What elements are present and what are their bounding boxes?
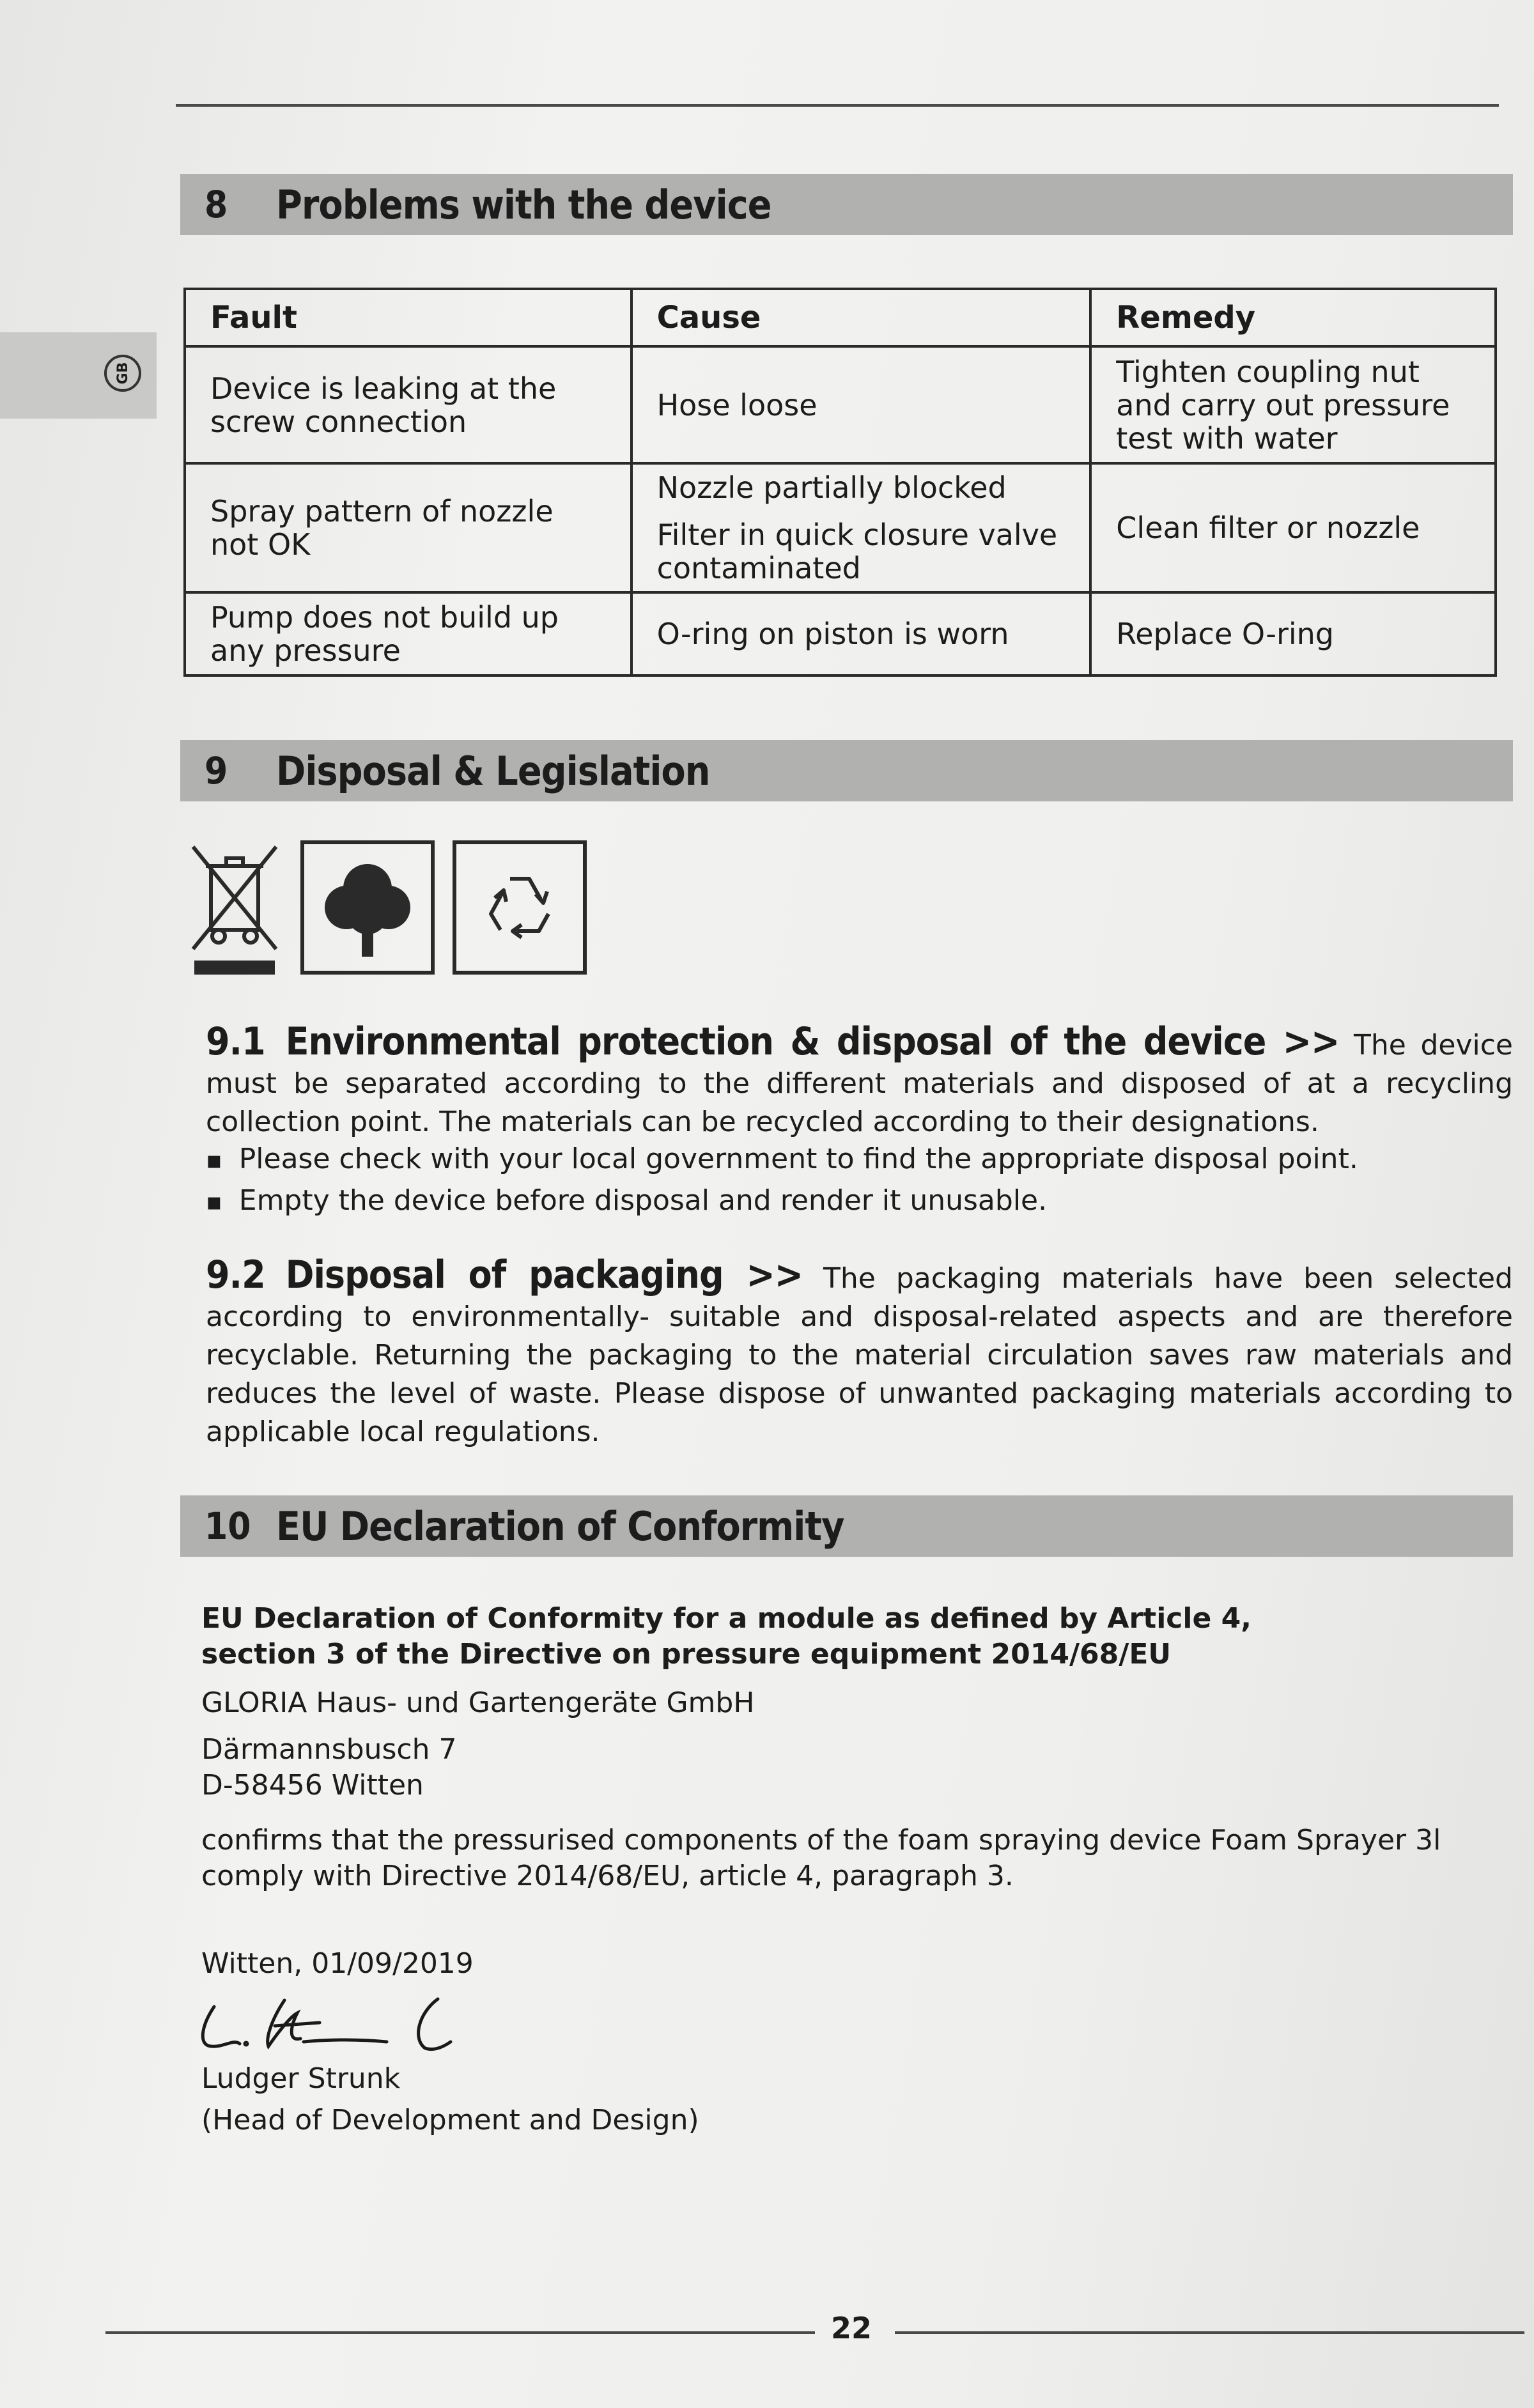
section-10-header: [180, 1495, 1513, 1557]
section-title: EU Declaration of Conformity: [276, 1502, 844, 1550]
recycling-icon: [465, 853, 574, 962]
column-header-fault: Fault: [185, 289, 631, 346]
declaration-heading: EU Declaration of Conformity for a module as defined by Article 4, section 3 of the Directive on pressure equipment 2014/68/EU: [201, 1602, 1251, 1671]
table-row: [185, 592, 1496, 675]
subsection-text: The packaging materials have been selected according to environmentally- suitable and disposal-related aspects and are therefore recyclable. Returning the packaging to the material circulation saves raw materials and reduces the level of waste. Please dispose of unwanted packaging materials according to applicable local regulations.: [206, 1262, 1513, 1448]
troubleshooting-table: [183, 288, 1497, 677]
section-title: Problems with the device: [276, 181, 771, 228]
subsection-heading: 9.1 Environmental protection & disposal of the device >>: [206, 1019, 1340, 1064]
footer-rule-left: [105, 2331, 815, 2334]
remedy-cell: Clean filter or nozzle: [1090, 463, 1496, 592]
table-row: [185, 346, 1496, 463]
language-badge: GB: [104, 355, 141, 392]
section-9-1-paragraph: [206, 1019, 1513, 1141]
company-address: Därmannsbusch 7 D-58456 Witten: [201, 1733, 457, 1802]
section-title: Disposal & Legislation: [276, 747, 710, 794]
section-number: 9: [205, 749, 228, 792]
fault-cell: Device is leaking at the screw connection: [185, 346, 631, 463]
section-number: 8: [205, 183, 228, 226]
cause-cell: O-ring on piston is worn: [631, 592, 1091, 675]
section-number: 10: [205, 1504, 251, 1548]
signer-role: (Head of Development and Design): [201, 2104, 699, 2136]
signer-name: Ludger Strunk: [201, 2062, 401, 2095]
table-row: [185, 463, 1496, 592]
crossed-out-wheelie-bin-icon: [187, 840, 283, 975]
footer-rule-right: [895, 2331, 1524, 2334]
table-header-row: [185, 289, 1496, 346]
column-header-cause: Cause: [631, 289, 1091, 346]
section-9-header: [180, 740, 1513, 801]
recycling-icon-box: [453, 840, 587, 975]
tree-icon: [313, 853, 422, 962]
place-and-date: Witten, 01/09/2019: [201, 1947, 474, 1980]
subsection-heading: 9.2 Disposal of packaging >>: [206, 1253, 803, 1297]
company-name: GLORIA Haus- und Gartengeräte GmbH: [201, 1686, 755, 1719]
top-rule: [176, 104, 1499, 107]
disposal-bullet-list: [206, 1139, 1358, 1222]
column-header-remedy: Remedy: [1090, 289, 1496, 346]
cause-cell: Hose loose: [631, 346, 1091, 463]
conformity-statement: confirms that the pressurised components of the foam spraying device Foam Sprayer 3l comply with Directive 2014/68/EU, article 4, paragraph 3.: [201, 1824, 1441, 1892]
section-8-header: [180, 174, 1513, 235]
subsection-text: The device must be separated according to the different materials and disposed of at a recycling collection point. The materials can be recycled according to their designations.: [206, 1029, 1513, 1138]
remedy-cell: Replace O-ring: [1090, 592, 1496, 675]
fault-cell: Spray pattern of nozzle not OK: [185, 463, 631, 592]
tree-icon-box: [300, 840, 435, 975]
cause-cell: Nozzle partially blocked Filter in quick closure valve contaminated: [631, 463, 1091, 592]
list-item: ▪ Empty the device before disposal and render it unusable.: [206, 1180, 1358, 1222]
disposal-icons: [187, 840, 587, 975]
handwritten-signature: [195, 1987, 463, 2058]
fault-cell: Pump does not build up any pressure: [185, 592, 631, 675]
page-number: 22: [831, 2311, 872, 2345]
list-item: ▪ Please check with your local government to find the appropriate disposal point.: [206, 1139, 1358, 1180]
remedy-cell: Tighten coupling nut and carry out pressure test with water: [1090, 346, 1496, 463]
section-9-2-paragraph: [206, 1253, 1513, 1451]
